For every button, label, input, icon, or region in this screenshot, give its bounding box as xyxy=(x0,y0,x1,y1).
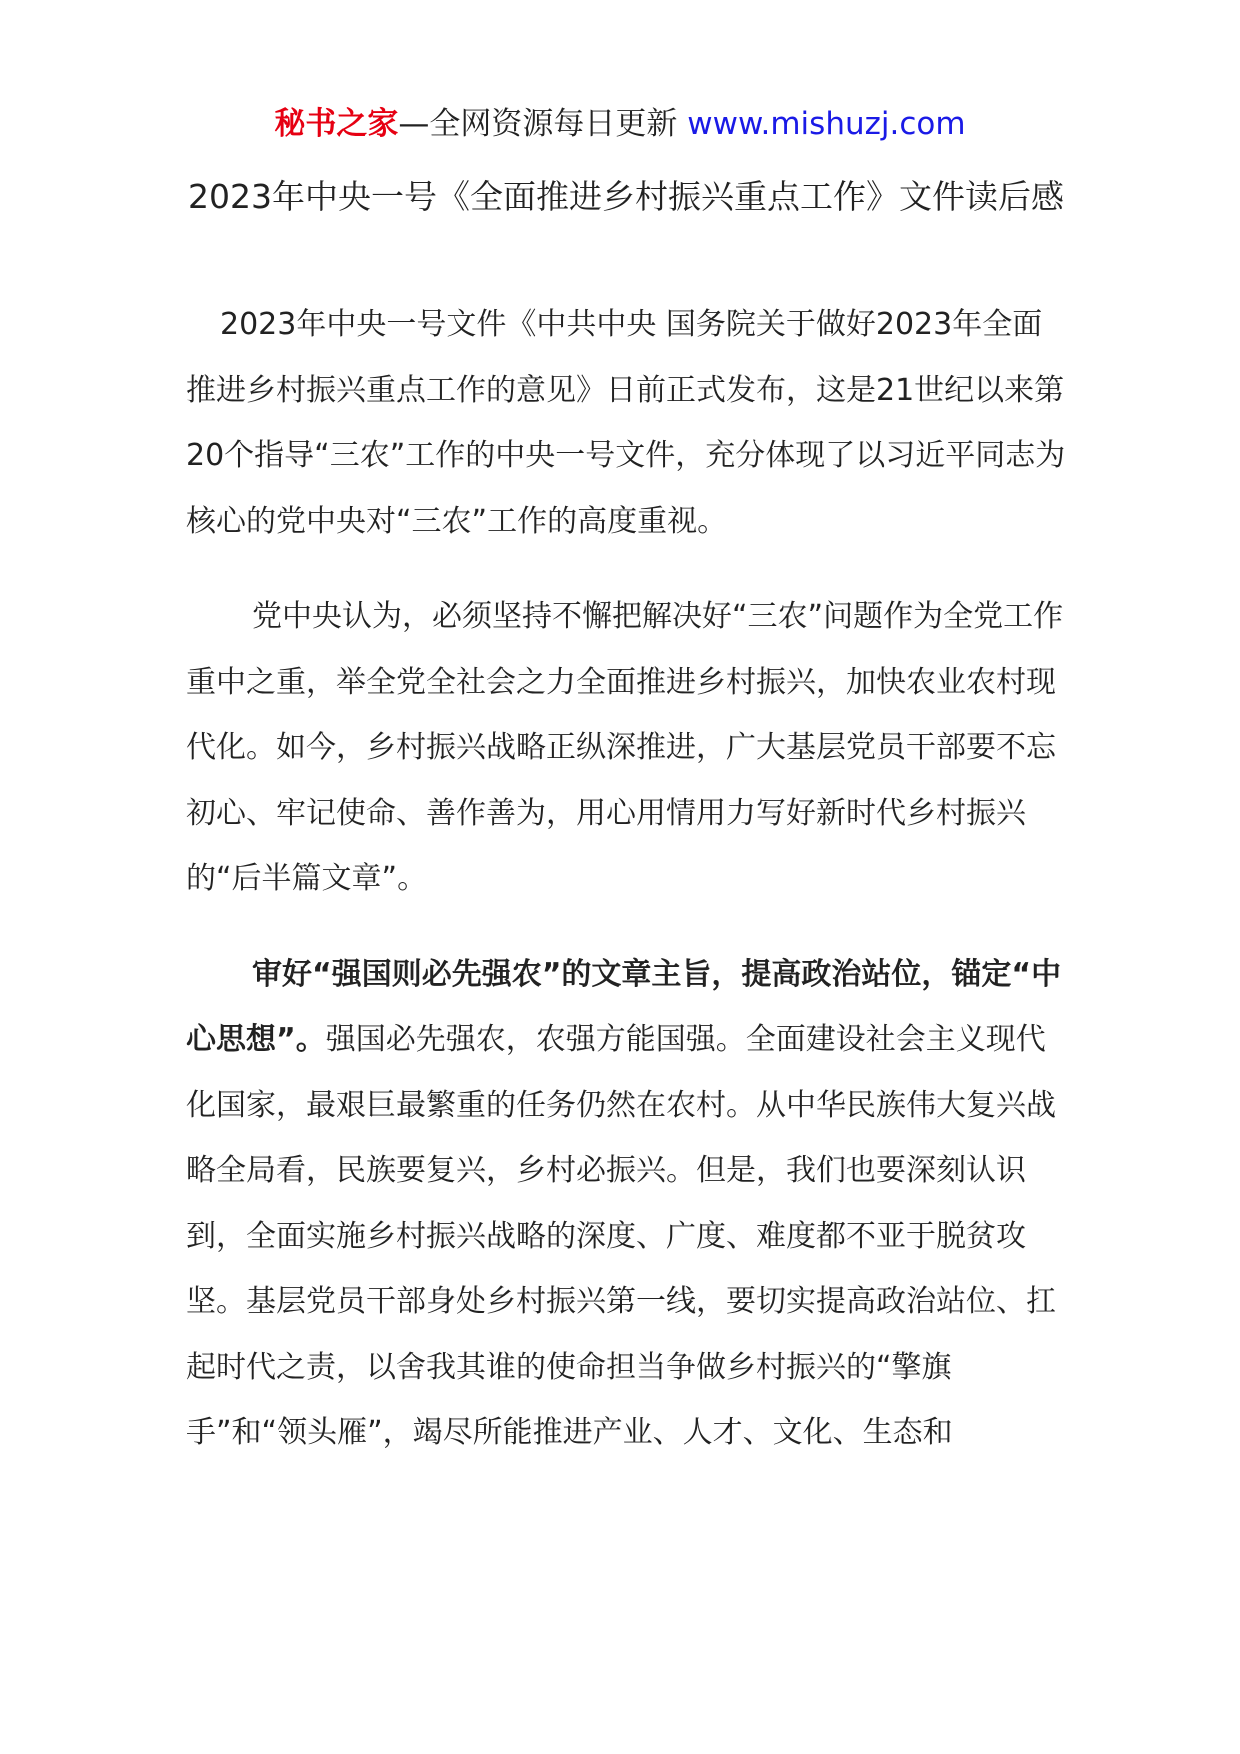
paragraph-theme xyxy=(186,942,1066,1466)
header-tagline: —全网资源每日更新 xyxy=(398,106,688,142)
paragraph-text: 党中央认为，必须坚持不懈把解决好“三农”问题作为全党工作重中之重，举全党全社会之力全面推进乡村振兴，加快农业农村现代化。如今，乡村振兴战略正纵深推进，广大基层党员干部要不忘初心、牢记使命、善作善为，用心用情用力写好新时代乡村振兴的“后半篇文章”。 xyxy=(186,599,1064,896)
paragraph-lead: 审好“强国则必先强农”的文章主旨，提高政治站位，锚定“中心思想”。 xyxy=(186,956,1062,1057)
paragraph-text: 强国必先强农，农强方能国强。全面建设社会主义现代化国家，最艰巨最繁重的任务仍然在农村。从中华民族伟大复兴战略全局看，民族要复兴，乡村必振兴。但是，我们也要深刻认识到，全面实施乡村振兴战略的深度、广度、难度都不亚于脱贫攻坚。基层党员干部身处乡村振兴第一线，要切实提高政治站位、扛起时代之责，以舍我其谁的使命担当争做乡村振兴的“擎旗手”和“领头雁”，竭尽所能推进产业、人才、文化、生态和 xyxy=(186,1022,1056,1450)
site-header xyxy=(0,100,1240,148)
paragraph-text: 2023年中央一号文件《中共中央 国务院关于做好2023年全面推进乡村振兴重点工作的意见》日前正式发布，这是21世纪以来第20个指导“三农”工作的中央一号文件，充分体现了以习近平同志为核心的党中央对“三农”工作的高度重视。 xyxy=(186,307,1066,539)
paragraph-intro xyxy=(186,292,1066,554)
brand-name: 秘书之家 xyxy=(274,106,399,142)
site-url-link[interactable]: www.mishuzj.com xyxy=(687,106,966,142)
document-title: 2023年中央一号《全面推进乡村振兴重点工作》文件读后感 xyxy=(188,177,1064,216)
document-body xyxy=(186,292,1066,1466)
paragraph-central-view xyxy=(186,584,1066,912)
